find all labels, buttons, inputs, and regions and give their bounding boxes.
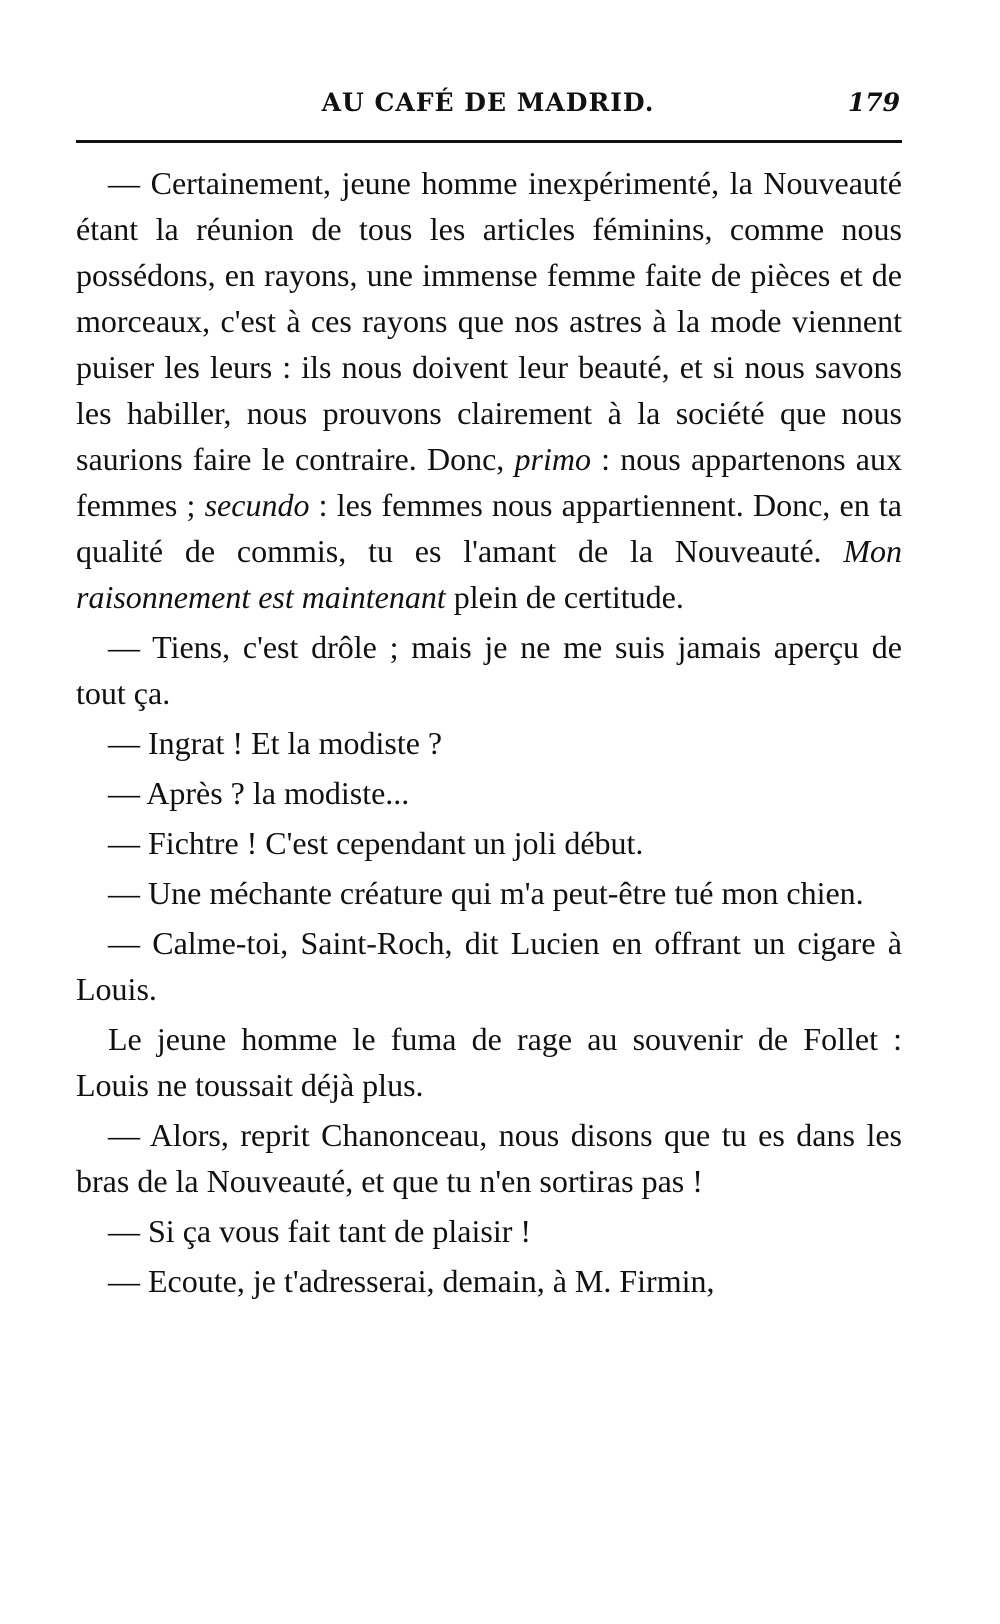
paragraph-8: Le jeune homme le fuma de rage au souvenir de Follet : Louis ne toussait déjà plus.	[76, 1021, 902, 1103]
paragraph-1-italic-raisonnement: Mon raisonnement est maintenant	[76, 533, 902, 615]
paragraph-2: — Tiens, c'est drôle ; mais je ne me suis jamais aperçu de tout ça.	[76, 629, 902, 711]
paragraph-1-italic-primo: primo	[514, 441, 591, 477]
paragraph-1-text-c: : les femmes nous appartiennent. Donc, en ta qualité de commis, tu es l'amant de la Nouveauté.	[76, 487, 903, 569]
paragraph-9: — Alors, reprit Chanonceau, nous disons que tu es dans les bras de la Nouveauté, et que tu n'en sortiras pas !	[76, 1117, 902, 1199]
paragraph-11: — Ecoute, je t'adresserai, demain, à M. Firmin,	[108, 1263, 715, 1299]
paragraph-10: — Si ça vous fait tant de plaisir !	[108, 1213, 532, 1249]
paragraph-7: — Calme-toi, Saint-Roch, dit Lucien en offrant un cigare à Louis.	[76, 925, 902, 1007]
paragraph-4: — Après ? la modiste...	[108, 775, 410, 811]
paragraph-1-text-b: : nous appartenons aux femmes ;	[76, 441, 903, 523]
page-number: 179	[847, 88, 900, 117]
paragraph-5: — Fichtre ! C'est cependant un joli début.	[108, 825, 644, 861]
body-text	[76, 160, 902, 1308]
running-head	[76, 88, 900, 128]
paragraph-1	[76, 160, 902, 620]
paragraph-6: — Une méchante créature qui m'a peut-être tué mon chien.	[108, 875, 864, 911]
paragraph-1-text-a: — Certainement, jeune homme inexpérimenté, la Nouveauté étant la réunion de tous les articles féminins, comme nous possédons, en rayons, une immense femme faite de pièces et de morceaux, c'est à ces rayons que nos astres à la mode viennent puiser les leurs : ils nous doivent leur beauté, et si nous savons les habiller, nous prouvons clairement à la société que nous saurions faire le contraire. Donc,	[76, 165, 902, 477]
paragraph-1-text-d: plein de certitude.	[445, 579, 684, 615]
header-rule	[76, 140, 902, 143]
running-title: AU CAFÉ DE MADRID.	[321, 88, 655, 117]
paragraph-3: — Ingrat ! Et la modiste ?	[108, 725, 443, 761]
paragraph-1-italic-secundo: secundo	[204, 487, 310, 523]
